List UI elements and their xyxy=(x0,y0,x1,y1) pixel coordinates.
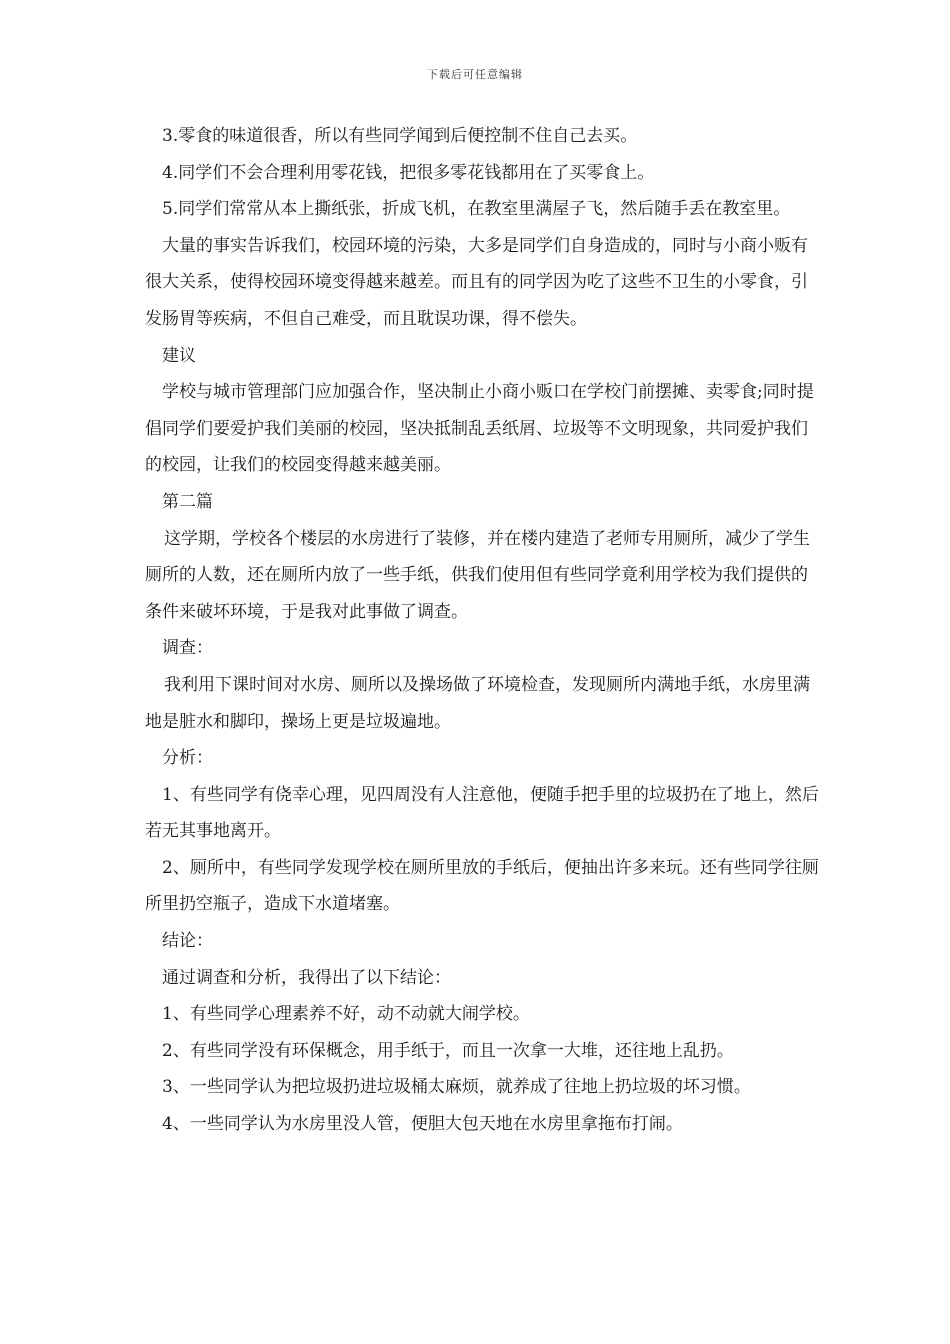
paragraph-facts: 大量的事实告诉我们，校园环境的污染，大多是同学们自身造成的，同时与小商小贩有很大关系，使得校园环境变得越来越差。而且有的同学因为吃了这些不卫生的小零食，引发肠胃等疾病，不但自己难受，而且耽误功课，得不偿失。 xyxy=(145,235,808,329)
paragraph-survey: 我利用下课时间对水房、厕所以及操场做了环境检查，发现厕所内满地手纸，水房里满地是脏水和脚印，操场上更是垃圾遍地。 xyxy=(145,674,810,732)
paragraph-conclusion-1: 1、有些同学心理素养不好，动不动就大闹学校。 xyxy=(162,1004,530,1025)
paragraph-point-3: 3.零食的味道很香，所以有些同学闻到后便控制不住自己去买。 xyxy=(162,126,638,146)
paragraph-point-4: 4.同学们不会合理利用零花钱，把很多零花钱都用在了买零食上。 xyxy=(162,162,655,183)
heading-survey: 调查： xyxy=(162,638,213,659)
heading-analysis: 分析： xyxy=(162,748,213,769)
paragraph-analysis-1: 1、有些同学有侥幸心理，见四周没有人注意他，便随手把手里的垃圾扔在了地上，然后若无其事地离开。 xyxy=(145,784,819,842)
paragraph-conclusion-4: 4、一些同学认为水房里没人管，便胆大包天地在水房里拿拖布打闹。 xyxy=(162,1114,683,1135)
heading-conclusion: 结论： xyxy=(162,931,213,952)
heading-second-article: 第二篇 xyxy=(162,491,213,512)
heading-suggestion: 建议 xyxy=(162,345,196,366)
paragraph-intro: 这学期，学校各个楼层的水房进行了装修，并在楼内建造了老师专用厕所，减少了学生厕所的人数，还在厕所内放了一些手纸，供我们使用但有些同学竟利用学校为我们提供的条件来破坏环境，于是我对此事做了调查。 xyxy=(145,528,810,622)
paragraph-conclusion-intro: 通过调查和分析，我得出了以下结论： xyxy=(162,967,451,988)
paragraph-point-5: 5.同学们常常从本上撕纸张，折成飞机，在教室里满屋子飞，然后随手丢在教室里。 xyxy=(162,199,791,220)
paragraph-conclusion-2: 2、有些同学没有环保概念，用手纸于，而且一次拿一大堆，还往地上乱扔。 xyxy=(162,1040,734,1061)
paragraph-conclusion-3: 3、一些同学认为把垃圾扔进垃圾桶太麻烦，就养成了往地上扔垃圾的坏习惯。 xyxy=(162,1077,751,1098)
paragraph-analysis-2: 2、厕所中，有些同学发现学校在厕所里放的手纸后，便抽出许多来玩。还有些同学往厕所里扔空瓶子，造成下水道堵塞。 xyxy=(145,857,819,915)
page-header: 下载后可任意编辑 xyxy=(427,68,523,81)
document-body xyxy=(145,118,820,1143)
paragraph-suggestion: 学校与城市管理部门应加强合作，坚决制止小商小贩口在学校门前摆摊、卖零食;同时提倡同学们要爱护我们美丽的校园，坚决抵制乱丢纸屑、垃圾等不文明现象，共同爱护我们的校园，让我们的校园变得越来越美丽。 xyxy=(145,382,814,476)
